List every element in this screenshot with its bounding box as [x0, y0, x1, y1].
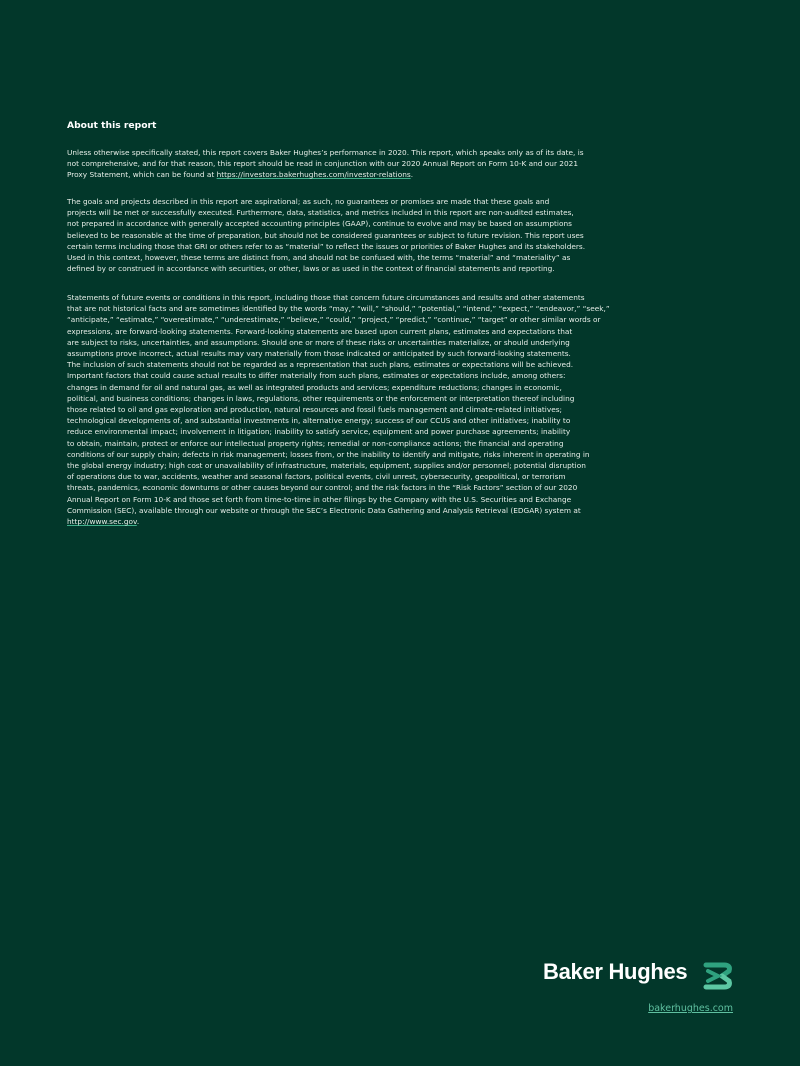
paragraph-goals	[67, 196, 747, 274]
text-line: Unless otherwise specifically stated, this report covers Baker Hughes’s performance in 2020. This report, which speaks only as of its date, is	[67, 148, 584, 157]
text-line	[67, 169, 747, 180]
text-line: political, and business conditions; changes in laws, regulations, other requirements or the enforcement or interpretation thereof including	[67, 393, 575, 403]
text-line: Important factors that could cause actual results to differ materially from such plans, estimates or expectations include, among others:	[67, 371, 566, 381]
text-line: The goals and projects described in this report are aspirational; as such, no guarantees or promises are made that these goals and	[67, 197, 550, 206]
text-line: Used in this context, however, these terms are distinct from, and should not be confused with, the terms “material” and “materiality” as	[67, 253, 571, 263]
text-line: “anticipate,” “estimate,” “overestimate,” “underestimate,” “believe,” “could,” “project,” “predict,” “continue,” “target” or other similar words or	[67, 315, 601, 325]
text-line: technological developments of, and substantial investments in, alternative energy; success of our CCUS and other initiatives; inability to	[67, 416, 571, 426]
text-line: of operations due to war, accidents, weather and seasonal factors, political events, civil unrest, cybersecurity, geopolitical, or terrorism	[67, 472, 566, 482]
text-line: those related to oil and gas exploration and production, natural resources and fossil fuels management and climate-related initiatives;	[67, 405, 563, 415]
text-segment: .	[136, 517, 140, 527]
website-link[interactable]: bakerhughes.com	[648, 1003, 733, 1014]
text-line: that are not historical facts and are sometimes identified by the words “may,” “will,” “should,” “potential,” “intend,” “expect,” “endeavor,” “seek,”	[67, 304, 610, 314]
text-line	[67, 516, 747, 527]
text-line: to obtain, maintain, protect or enforce our intellectual property rights; remedial or non-compliance actions; the financial and operating	[67, 438, 564, 448]
text-line: changes in demand for oil and natural gas, as well as integrated products and services; expenditure reductions; changes in economic,	[67, 382, 562, 392]
text-line: not prepared in accordance with generally accepted accounting principles (GAAP), continue to evolve and may be based on assumptions	[67, 219, 572, 229]
investor-relations-link[interactable]: https://investors.bakerhughes.com/investor-relations	[216, 170, 411, 180]
text-line: not comprehensive, and for that reason, this report should be read in conjunction with our 2020 Annual Report on Form 10-K and our 2021	[67, 159, 578, 169]
text-line: Statements of future events or conditions in this report, including those that concern future circumstances and results and other statements	[67, 293, 585, 302]
text-line: believed to be reasonable at the time of preparation, but should not be considered guarantees or subject to future revision. This report uses	[67, 230, 584, 240]
section-heading: About this report	[67, 120, 157, 131]
text-line: The inclusion of such statements should not be regarded as a representation that such plans, estimates or expectations will be achieved.	[67, 360, 574, 370]
text-line: projects will be met or successfully executed. Furthermore, data, statistics, and metrics included in this report are non-audited estimates,	[67, 208, 574, 218]
text-line: conditions of our supply chain; defects in risk management; losses from, or the inability to identify and mitigate, risks inherent in operating in	[67, 449, 590, 459]
text-segment: .	[410, 170, 414, 180]
paragraph-scope	[67, 147, 747, 181]
text-line: the global energy industry; high cost or unavailability of infrastructure, materials, equipment, supplies and/or personnel; potential disruption	[67, 461, 586, 471]
baker-hughes-logo-icon	[702, 961, 734, 991]
text-line: reduce environmental impact; involvement in litigation; inability to satisfy service, equipment and power purchase agreements; inability	[67, 427, 571, 437]
text-line: Commission (SEC), available through our website or through the SEC’s Electronic Data Gathering and Analysis Retrieval (EDGAR) system at	[67, 505, 581, 515]
text-line: assumptions prove incorrect, actual results may vary materially from those indicated or anticipated by such forward-looking statements.	[67, 349, 571, 359]
text-segment: Proxy Statement, which can be found at	[67, 170, 217, 180]
text-line: certain terms including those that GRI or others refer to as “material” to reflect the issues or priorities of Baker Hughes and its stakeholders.	[67, 241, 586, 251]
text-line: expressions, are forward-looking statements. Forward-looking statements are based upon current plans, estimates and expectations that	[67, 326, 573, 336]
text-line: are subject to risks, uncertainties, and assumptions. Should one or more of these risks or uncertainties materialize, or should underlying	[67, 337, 570, 347]
brand-logo-text: Baker Hughes	[543, 959, 688, 984]
text-line: defined by or construed in accordance with securities, or other, laws or as used in the context of financial statements and reporting.	[67, 264, 555, 274]
text-line: Annual Report on Form 10-K and those set forth from time-to-time in other filings by the Company with the U.S. Securities and Exchange	[67, 494, 572, 504]
text-line: threats, pandemics, economic downturns or other causes beyond our control; and the risk factors in the “Risk Factors” section of our 2020	[67, 483, 578, 493]
sec-website-link[interactable]: http://www.sec.gov	[67, 517, 137, 527]
paragraph-forward-looking	[67, 292, 747, 527]
